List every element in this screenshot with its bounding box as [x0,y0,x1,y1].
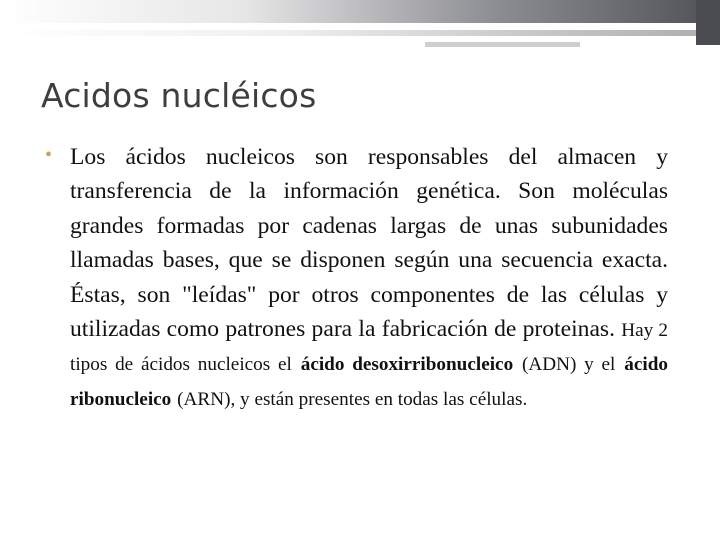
slide-title: Acidos nucléicos [41,76,317,115]
header-corner-block [696,0,720,45]
header-decoration-bar [0,0,720,23]
header-gradient [0,0,700,23]
paragraph-small-text-1: Hay 2 tipos de ácidos nucleicos el [70,320,668,376]
paragraph-main-text: Los ácidos nucleicos son responsables del almacen y transferencia de la información genética. Son moléculas grandes formadas por cadenas largas de unas subunidades llamadas bases, que se disponen según una secuencia exacta. Éstas, son "leídas" por otros componentes de las células y utilizadas como patrones para la fabricación de proteinas. [70,144,668,343]
paragraph-small-text-3: (ARN), y están presentes en todas las células. [177,388,528,410]
body-paragraph [70,140,668,415]
slide-body [45,140,668,415]
header-accent-stripe [425,42,580,47]
paragraph-bold-arn: ácido ribonucleico [70,354,668,410]
paragraph-bold-adn: ácido desoxirribonucleico [300,354,514,376]
paragraph-small-text-2: (ADN) y el [522,354,616,376]
bullet-icon: • [45,144,53,166]
header-stripe [0,30,696,36]
